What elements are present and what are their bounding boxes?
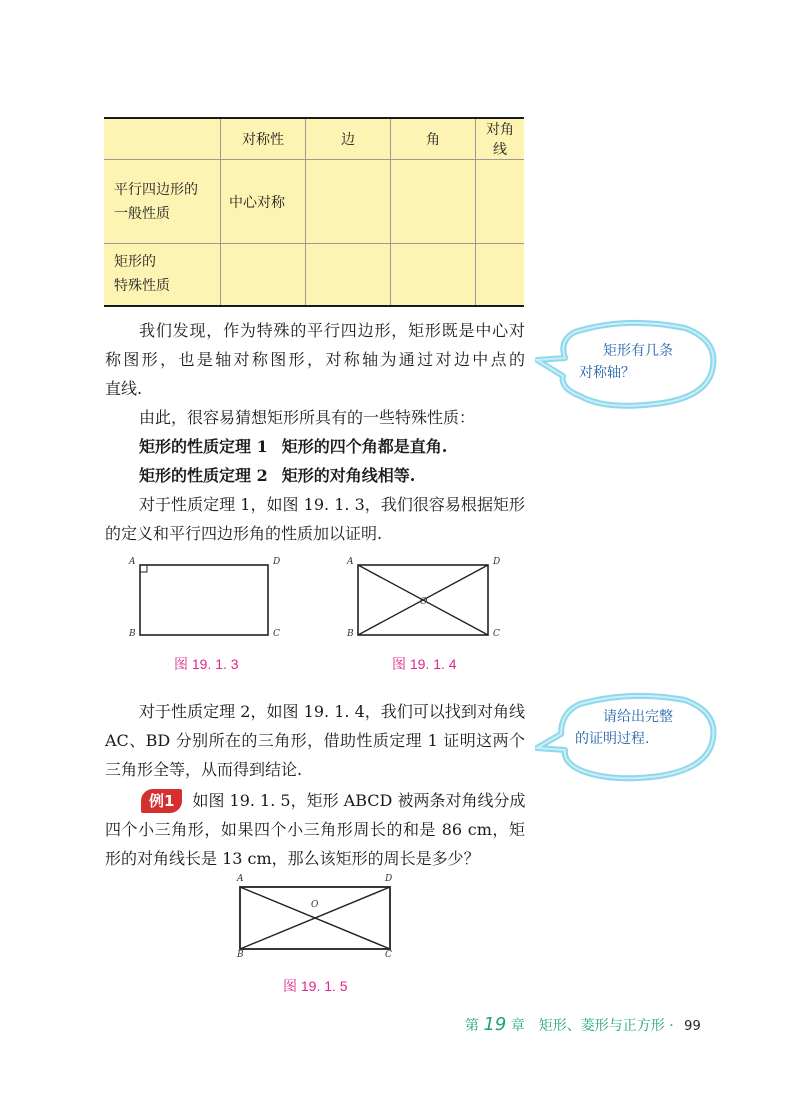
page-footer [465, 1014, 701, 1035]
table-cell: 中心对称 [221, 160, 306, 244]
page-number: 99 [684, 1019, 701, 1034]
point-label-a: A [129, 557, 136, 567]
table-cell [306, 160, 391, 244]
table-header-cell: 对称性 [221, 118, 306, 160]
example-text: 如图 19. 1. 5，矩形 ABCD 被两条对角线分成 [192, 791, 526, 810]
rectangle-figure [125, 555, 295, 645]
point-label-o: O [420, 597, 428, 607]
text-line: 四个小三角形，如果四个小三角形周长的和是 86 cm，矩 [105, 820, 525, 839]
chapter-prefix: 第 [465, 1018, 479, 1034]
text-line: 直线. [105, 379, 143, 398]
paragraph-conjecture [105, 403, 525, 548]
callout-text: 的证明过程. [575, 731, 650, 747]
figure-caption: 图 19. 1. 5 [283, 978, 348, 994]
row-label-line: 矩形的 [114, 254, 156, 271]
point-label-b: B [237, 950, 244, 960]
table-cell [476, 160, 525, 244]
point-label-a: A [237, 874, 244, 884]
text-line: AC、BD 分别所在的三角形，借助性质定理 1 证明这两个 [105, 731, 525, 750]
text-line: 我们发现，作为特殊的平行四边形，矩形既是中心对 [139, 321, 525, 340]
text-line [105, 786, 525, 815]
text-line: 形的对角线长是 13 cm，那么该矩形的周长是多少？ [105, 849, 480, 868]
callout-symmetry-axes [535, 318, 720, 413]
rectangle-diagonals-figure [343, 555, 513, 645]
row-label-line: 平行四边形的 [114, 181, 198, 198]
row-label-line: 特殊性质 [114, 278, 170, 295]
rectangle-diagonals-figure [225, 872, 410, 964]
figure-19-1-3 [125, 555, 295, 645]
example-badge: 例1 [141, 789, 182, 813]
text-line: 三角形全等，从而得到结论. [105, 760, 303, 779]
point-label-d: D [493, 557, 501, 567]
point-label-c: C [493, 629, 500, 639]
text-line: 称图形，也是轴对称图形，对称轴为通过对边中点的 [105, 350, 525, 369]
callout-text: 矩形有几条 [603, 343, 673, 359]
paragraph-theorem2-proof [105, 697, 525, 784]
table-row [104, 160, 524, 244]
theorem-text: 矩形的对角线相等. [281, 466, 416, 485]
table-cell [306, 244, 391, 306]
chapter-title: 章 矩形、菱形与正方形 · [510, 1018, 674, 1034]
figure-caption: 图 19. 1. 3 [174, 656, 239, 672]
point-label-c: C [385, 950, 392, 960]
figure-19-1-5 [225, 872, 410, 964]
text-line: 对于性质定理 2，如图 19. 1. 4，我们可以找到对角线 [139, 702, 525, 721]
theorem-title: 矩形的性质定理 1 [139, 437, 268, 456]
table-header-row [104, 118, 524, 160]
theorem-text: 矩形的四个角都是直角. [281, 437, 448, 456]
point-label-b: B [347, 629, 354, 639]
row-label-line: 一般性质 [114, 205, 170, 222]
point-label-o: O [311, 900, 319, 910]
table-header-cell: 角 [391, 118, 476, 160]
paragraph-symmetry [105, 316, 525, 403]
point-label-d: D [385, 874, 393, 884]
point-label-a: A [347, 557, 354, 567]
theorem-1 [105, 432, 525, 461]
row-label [104, 160, 221, 244]
table-cell [221, 244, 306, 306]
callout-complete-proof [535, 692, 720, 784]
figure-caption: 图 19. 1. 4 [392, 656, 457, 672]
table-header-cell: 对角线 [476, 118, 525, 160]
table-cell [391, 244, 476, 306]
text-line: 由此，很容易猜想矩形所具有的一些特殊性质： [139, 408, 476, 427]
example-1 [105, 786, 525, 873]
callout-text: 请给出完整 [603, 709, 673, 725]
text-line: 对于性质定理 1，如图 19. 1. 3，我们很容易根据矩形 [139, 495, 525, 514]
figure-19-1-4 [343, 555, 513, 645]
callout-text: 对称轴？ [579, 365, 635, 381]
table-header-cell: 边 [306, 118, 391, 160]
table-cell [391, 160, 476, 244]
chapter-number: 19 [483, 1014, 507, 1035]
text-line: 的定义和平行四边形角的性质加以证明. [105, 524, 383, 543]
table-cell [476, 244, 525, 306]
table-header-cell [104, 118, 221, 160]
point-label-d: D [273, 557, 281, 567]
row-label [104, 244, 221, 306]
table-row [104, 244, 524, 306]
theorem-2 [105, 461, 525, 490]
point-label-c: C [273, 629, 280, 639]
point-label-b: B [129, 629, 136, 639]
properties-table [104, 117, 524, 307]
theorem-title: 矩形的性质定理 2 [139, 466, 268, 485]
